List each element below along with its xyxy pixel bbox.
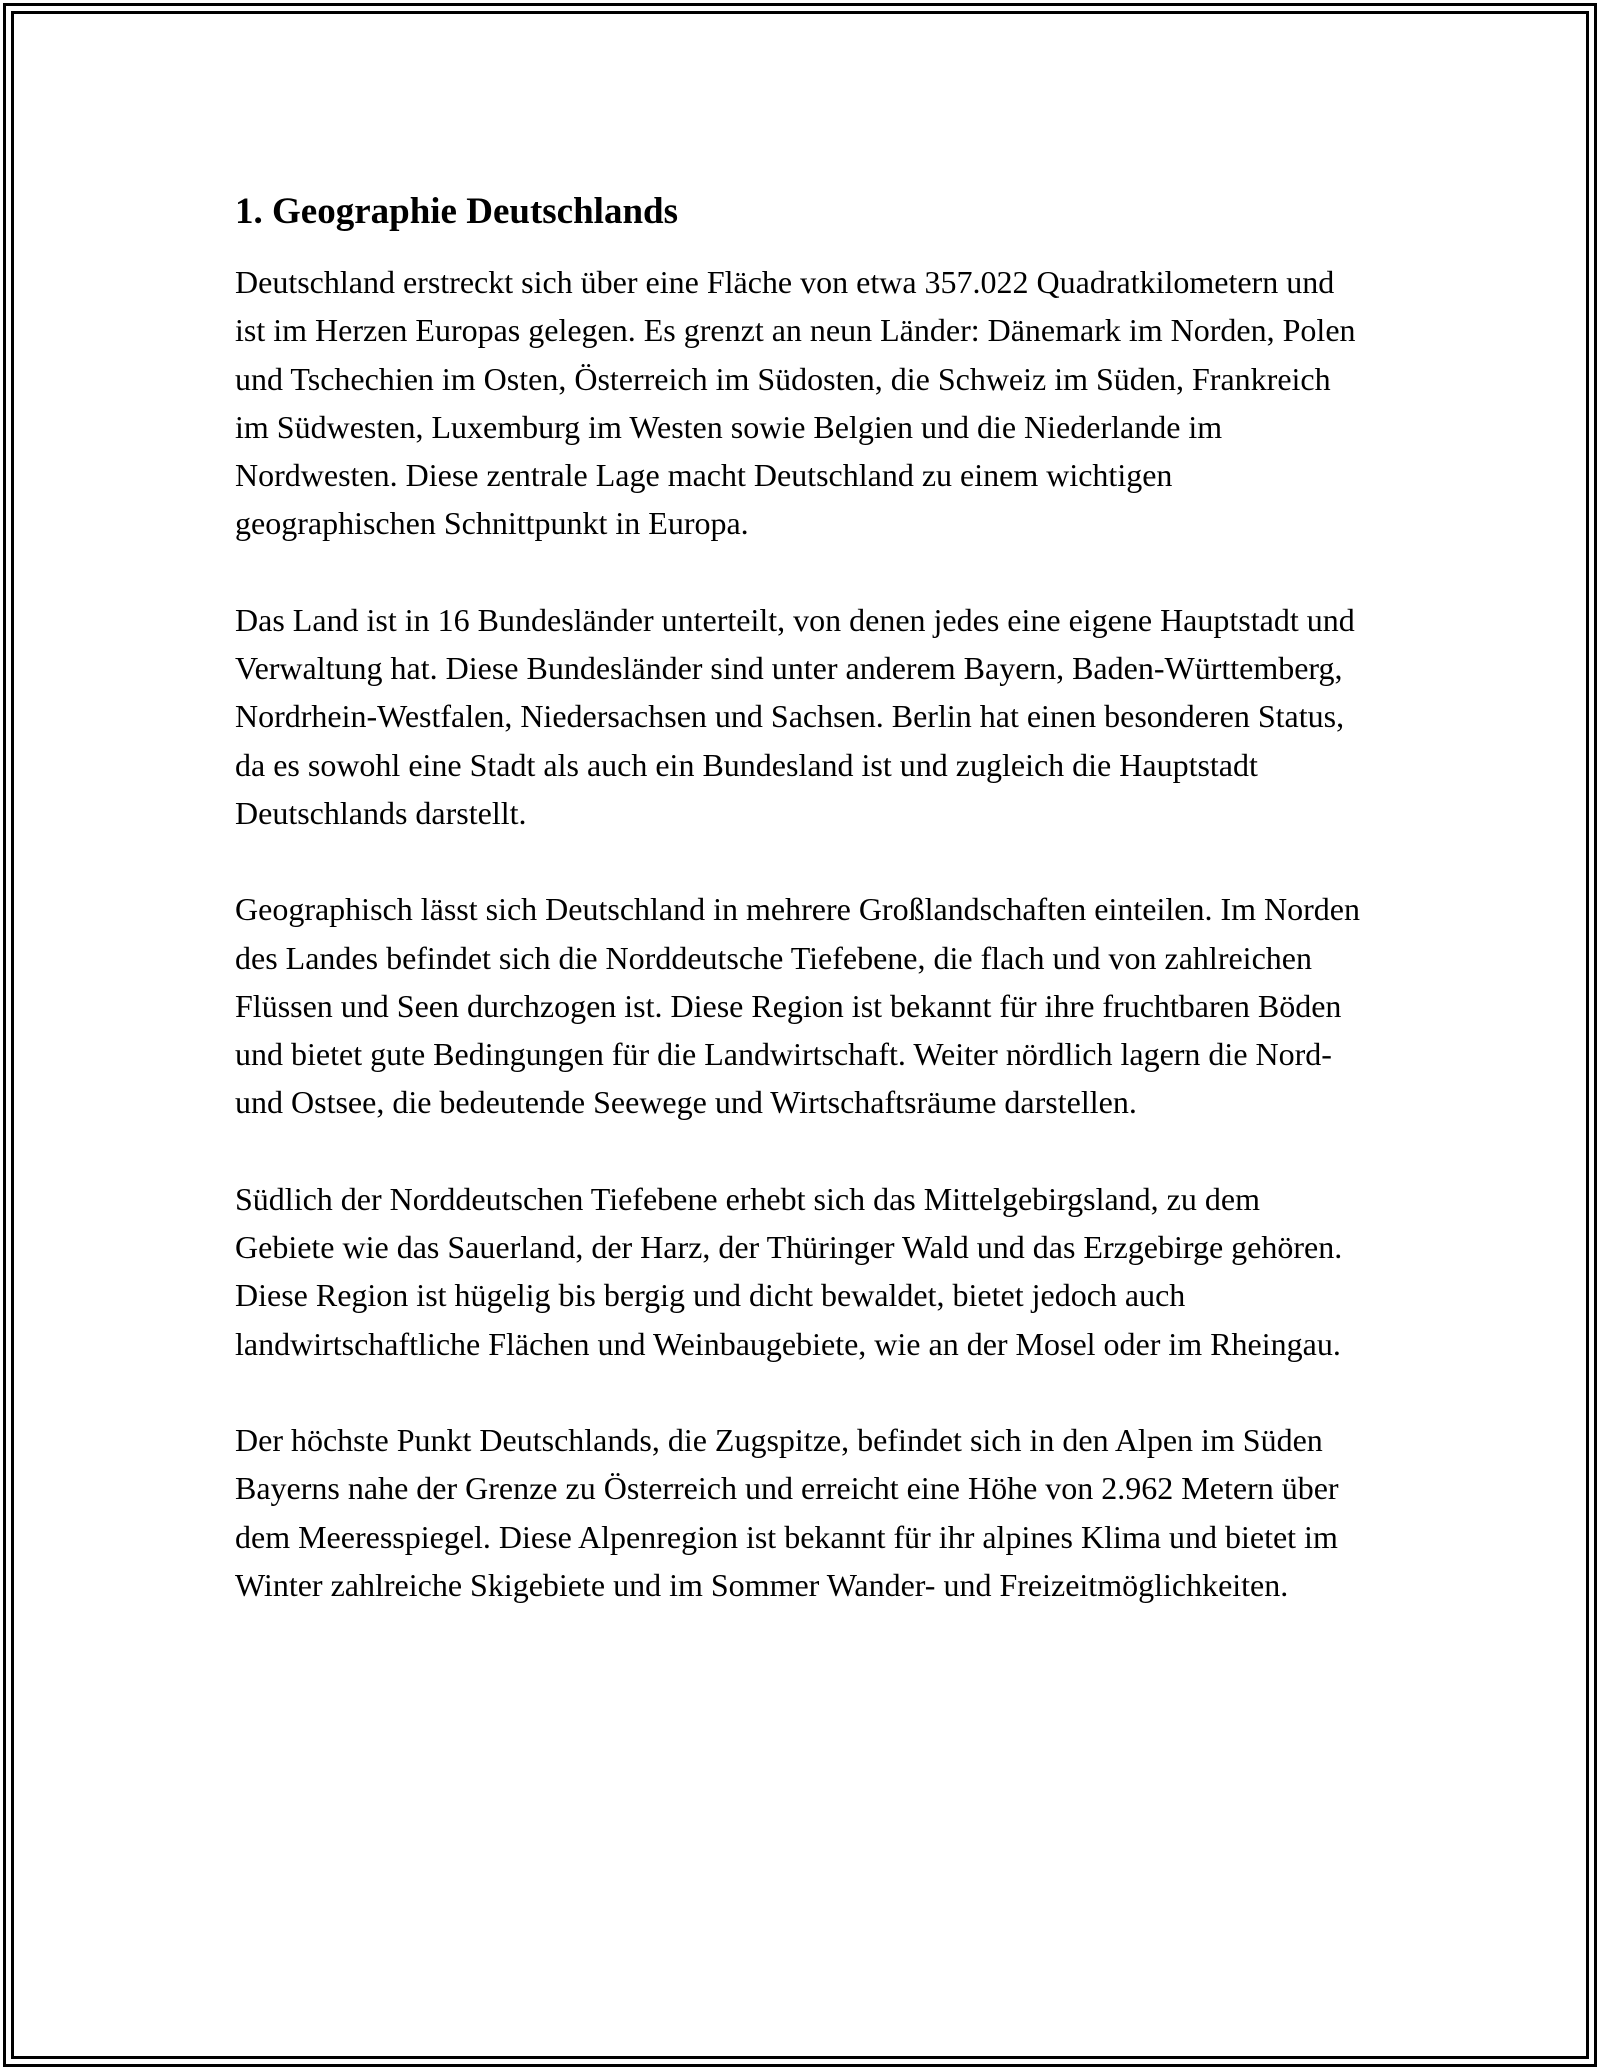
paragraph-central-uplands: Südlich der Norddeutschen Tiefebene erhebt sich das Mittelgebirgsland, zu dem Gebiete wie das Sauerland, der Harz, der Thüringer Wald und das Erzgebirge gehören. Diese Region ist hügelig bis bergig und dicht bewaldet, bietet jedoch auch landwirtschaftliche Flächen und Weinbaugebiete, wie an der Mosel oder im Rheingau. — [235, 1180, 1343, 1362]
paragraph-alps-zugspitze: Der höchste Punkt Deutschlands, die Zugspitze, befindet sich in den Alpen im Süden Bayerns nahe der Grenze zu Österreich und erreicht eine Höhe von 2.962 Metern über dem Meeresspiegel. Diese Alpenregion ist bekannt für ihr alpines Klima und bietet im Winter zahlreiche Skigebiete und im Sommer Wander- und Freizeitmöglichkeiten. — [235, 1421, 1339, 1603]
section-heading: 1. Geographie Deutschlands — [235, 191, 679, 232]
document-body — [235, 188, 1365, 1657]
paragraph-north-german-plain: Geographisch lässt sich Deutschland in mehrere Großlandschaften einteilen. Im Norden des Landes befindet sich die Norddeutsche Tiefebene, die flach und von zahlreichen Flüssen und Seen durchzogen ist. Diese Region ist bekannt für ihre fruchtbaren Böden und bietet gute Bedingungen für die Landwirtschaft. Weiter nördlich lagern die Nord- und Ostsee, die bedeutende Seewege und Wirtschaftsräume darstellen. — [235, 891, 1360, 1121]
paragraph-federal-states: Das Land ist in 16 Bundesländer unterteilt, von denen jedes eine eigene Hauptstadt und Verwaltung hat. Diese Bundesländer sind unter anderem Bayern, Baden-Württemberg, Nordrhein-Westfalen, Niedersachsen und Sachsen. Berlin hat einen besonderen Status, da es sowohl eine Stadt als auch ein Bundesland ist und zugleich die Hauptstadt Deutschlands darstellt. — [235, 601, 1355, 831]
paragraph-location-borders: Deutschland erstreckt sich über eine Fläche von etwa 357.022 Quadratkilometern und ist im Herzen Europas gelegen. Es grenzt an neun Länder: Dänemark im Norden, Polen und Tschechien im Osten, Österreich im Südosten, die Schweiz im Süden, Frankreich im Südwesten, Luxemburg im Westen sowie Belgien und die Niederlande im Nordwesten. Diese zentrale Lage macht Deutschland zu einem wichtigen geographischen Schnittpunkt in Europa. — [235, 264, 1356, 542]
